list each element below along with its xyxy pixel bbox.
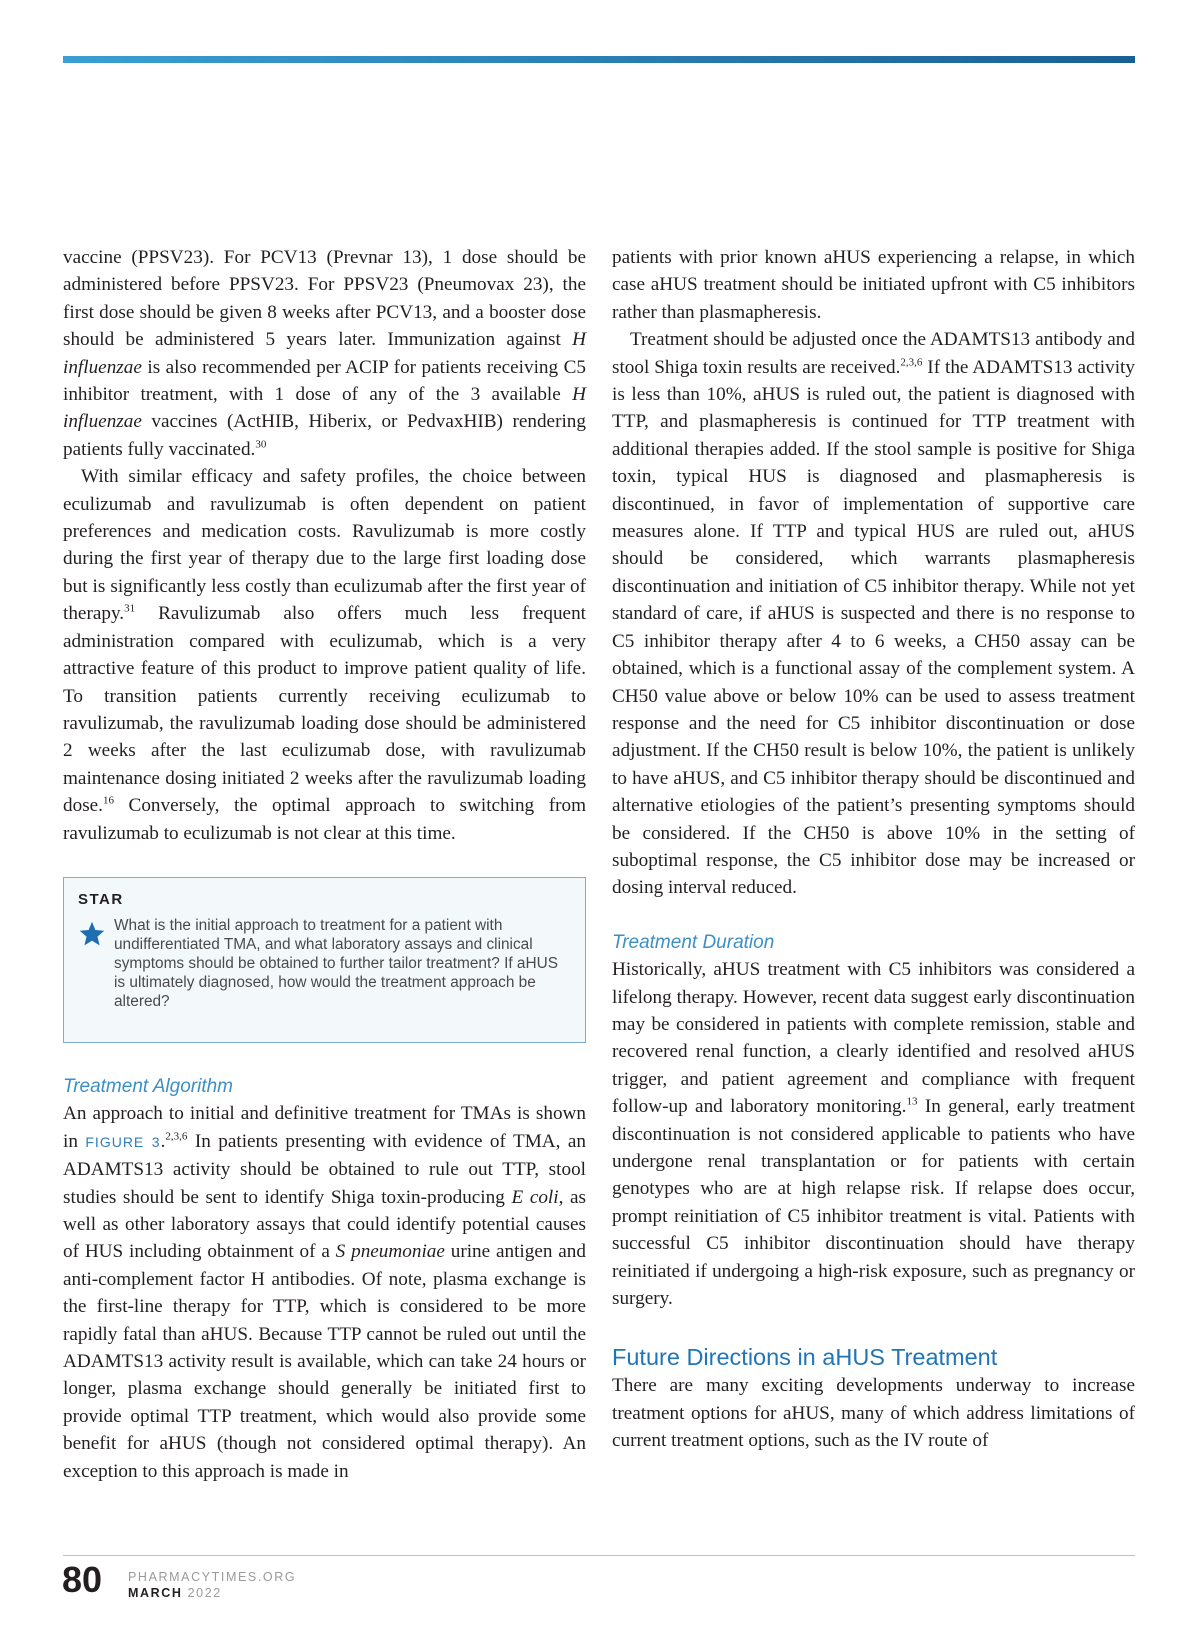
issue-date: [128, 1586, 222, 1600]
issue-year: 2022: [187, 1586, 222, 1600]
right-column: [612, 244, 1135, 1455]
paragraph: There are many exciting developments underway to increase treatment options for aHUS, many of which address limitations of current treatment options, such as the IV route of: [612, 1375, 1135, 1452]
star-callout-box: [63, 877, 586, 1043]
paragraph: An approach to initial and definitive treatment for TMAs is shown in FIGURE 3.$^{2,3,6}$ In patients presenting with evidence of TMA, an ADAMTS13 activity should be obtained to rule out TTP, stool studies should be sent to identify Shiga toxin-producing E coli, as well as other laboratory assays that could identify potential causes of HUS including obtainment of a S pneumoniae urine antigen and anti-complement factor H antibodies. Of note, plasma exchange is the first-line therapy for TTP, which is considered to be more rapidly fatal than aHUS. Because TTP cannot be ruled out until the ADAMTS13 activity result is available, which can take 24 hours or longer, plasma exchange should generally be initiated first to provide optimal TTP treatment, which would also provide some benefit for aHUS (though not considered optimal therapy). An exception to this approach is made in: [63, 1103, 587, 1482]
publication-site: PHARMACYTIMES.ORG: [128, 1570, 297, 1584]
paragraph: Treatment should be adjusted once the ADAMTS13 antibody and stool Shiga toxin results are received.$^{2,3,6}$ If the ADAMTS13 activity is less than 10%, aHUS is ruled out, the patient is diagnosed with TTP, and plasmapheresis is continued for TTP treatment with additional therapies added. If the stool sample is positive for Shiga toxin, typical HUS is diagnosed and plasmapheresis is discontinued, in favor of implementation of supportive care measures alone. If TTP and typical HUS are ruled out, aHUS should be considered, which warrants plasmapheresis discontinuation and initiation of C5 inhibitor therapy. While not yet standard of care, if aHUS is suspected and there is no response to C5 inhibitor therapy after 4 to 6 weeks, a CH50 assay can be obtained, which is a functional assay of the complement system. A CH50 value above or below 10% can be used to assess treatment response and the need for C5 inhibitor discontinuation or dose adjustment. If the CH50 result is below 10%, the patient is unlikely to have aHUS, and C5 inhibitor therapy should be discontinued and alternative etiologies of the patient’s presenting symptoms should be considered. If the CH50 is above 10% in the setting of suboptimal response, the C5 inhibitor dose may be increased or dosing interval reduced.: [612, 329, 1135, 899]
paragraph: patients with prior known aHUS experiencing a relapse, in which case aHUS treatment should be initiated upfront with C5 inhibitors rather than plasmapheresis.: [612, 247, 1135, 323]
paragraph: vaccine (PPSV23). For PCV13 (Prevnar 13), 1 dose should be administered before PPSV23. For PPSV23 (Pneumovax 23), the first dose should be given 8 weeks after PCV13, and a booster dose should be administered 5 years later. Immunization against H influenzae is also recommended per ACIP for patients receiving C5 inhibitor treatment, with 1 dose of any of the 3 available H influenzae vaccines (ActHIB, Hiberix, or PedvaxHIB) rendering patients fully vaccinated.$^{30}$: [63, 247, 586, 460]
subheading-treatment-duration: Treatment Duration: [612, 931, 775, 953]
header-rule: [63, 56, 1135, 63]
star-question: What is the initial approach to treatment for a patient with undifferentiated TMA, and what laboratory assays and clinical symptoms should be obtained to further tailor treatment? If aHUS is ultimately diagnosed, how would the treatment approach be altered?: [114, 916, 558, 1010]
citation: 30: [255, 438, 267, 451]
page-number: 80: [62, 1559, 103, 1600]
spacer: [612, 902, 1135, 929]
footer-rule: [63, 1555, 1135, 1556]
left-column: [63, 244, 586, 1485]
citation: 31: [124, 602, 136, 615]
subheading-treatment-algorithm: Treatment Algorithm: [63, 1075, 233, 1097]
star-callout-label: STAR: [78, 890, 124, 908]
issue-month: MARCH: [128, 1586, 183, 1600]
section-heading: Future Directions in aHUS Treatment: [612, 1344, 998, 1371]
paragraph: Historically, aHUS treatment with C5 inhibitors was considered a lifelong therapy. However, recent data suggest early discontinuation may be considered in patients with complete remission, stable and recovered renal function, a clearly identified and resolved aHUS trigger, and patient agreement and compliance with frequent follow-up and laboratory monitoring.$^{13}$ In general, early treatment discontinuation is not considered applicable to patients who have undergone renal transplantation or for patients with certain genotypes who are at high relapse risk. If relapse does occur, prompt reinitiation of C5 inhibitor treatment is vital. Patients with successful C5 inhibitor discontinuation should have therapy reinitiated if undergoing a high-risk exposure, such as pregnancy or surgery.: [612, 959, 1135, 1310]
citation: 2,3,6: [900, 356, 923, 369]
citation: 16: [102, 794, 114, 807]
spacer: [612, 1312, 1135, 1342]
citation: 2,3,6: [165, 1130, 188, 1143]
citation: 13: [906, 1095, 918, 1108]
figure-reference[interactable]: FIGURE 3: [85, 1133, 161, 1150]
paragraph: With similar efficacy and safety profiles, the choice between eculizumab and ravulizumab is often dependent on patient preferences and medication costs. Ravulizumab is more costly during the first year of therapy due to the large first loading dose but is significantly less costly than eculizumab after the first year of therapy.$^{31}$ Ravulizumab also offers much less frequent administration compared with eculizumab, which is a very attractive feature of this product to improve patient quality of life. To transition patients currently receiving eculizumab to ravulizumab, the ravulizumab loading dose should be administered 2 weeks after the last eculizumab dose, with ravulizumab maintenance dosing initiated 2 weeks after the ravulizumab loading dose.$^{16}$ Conversely, the optimal approach to switching from ravulizumab to eculizumab is not clear at this time.: [63, 466, 586, 844]
star-icon: [78, 920, 106, 948]
